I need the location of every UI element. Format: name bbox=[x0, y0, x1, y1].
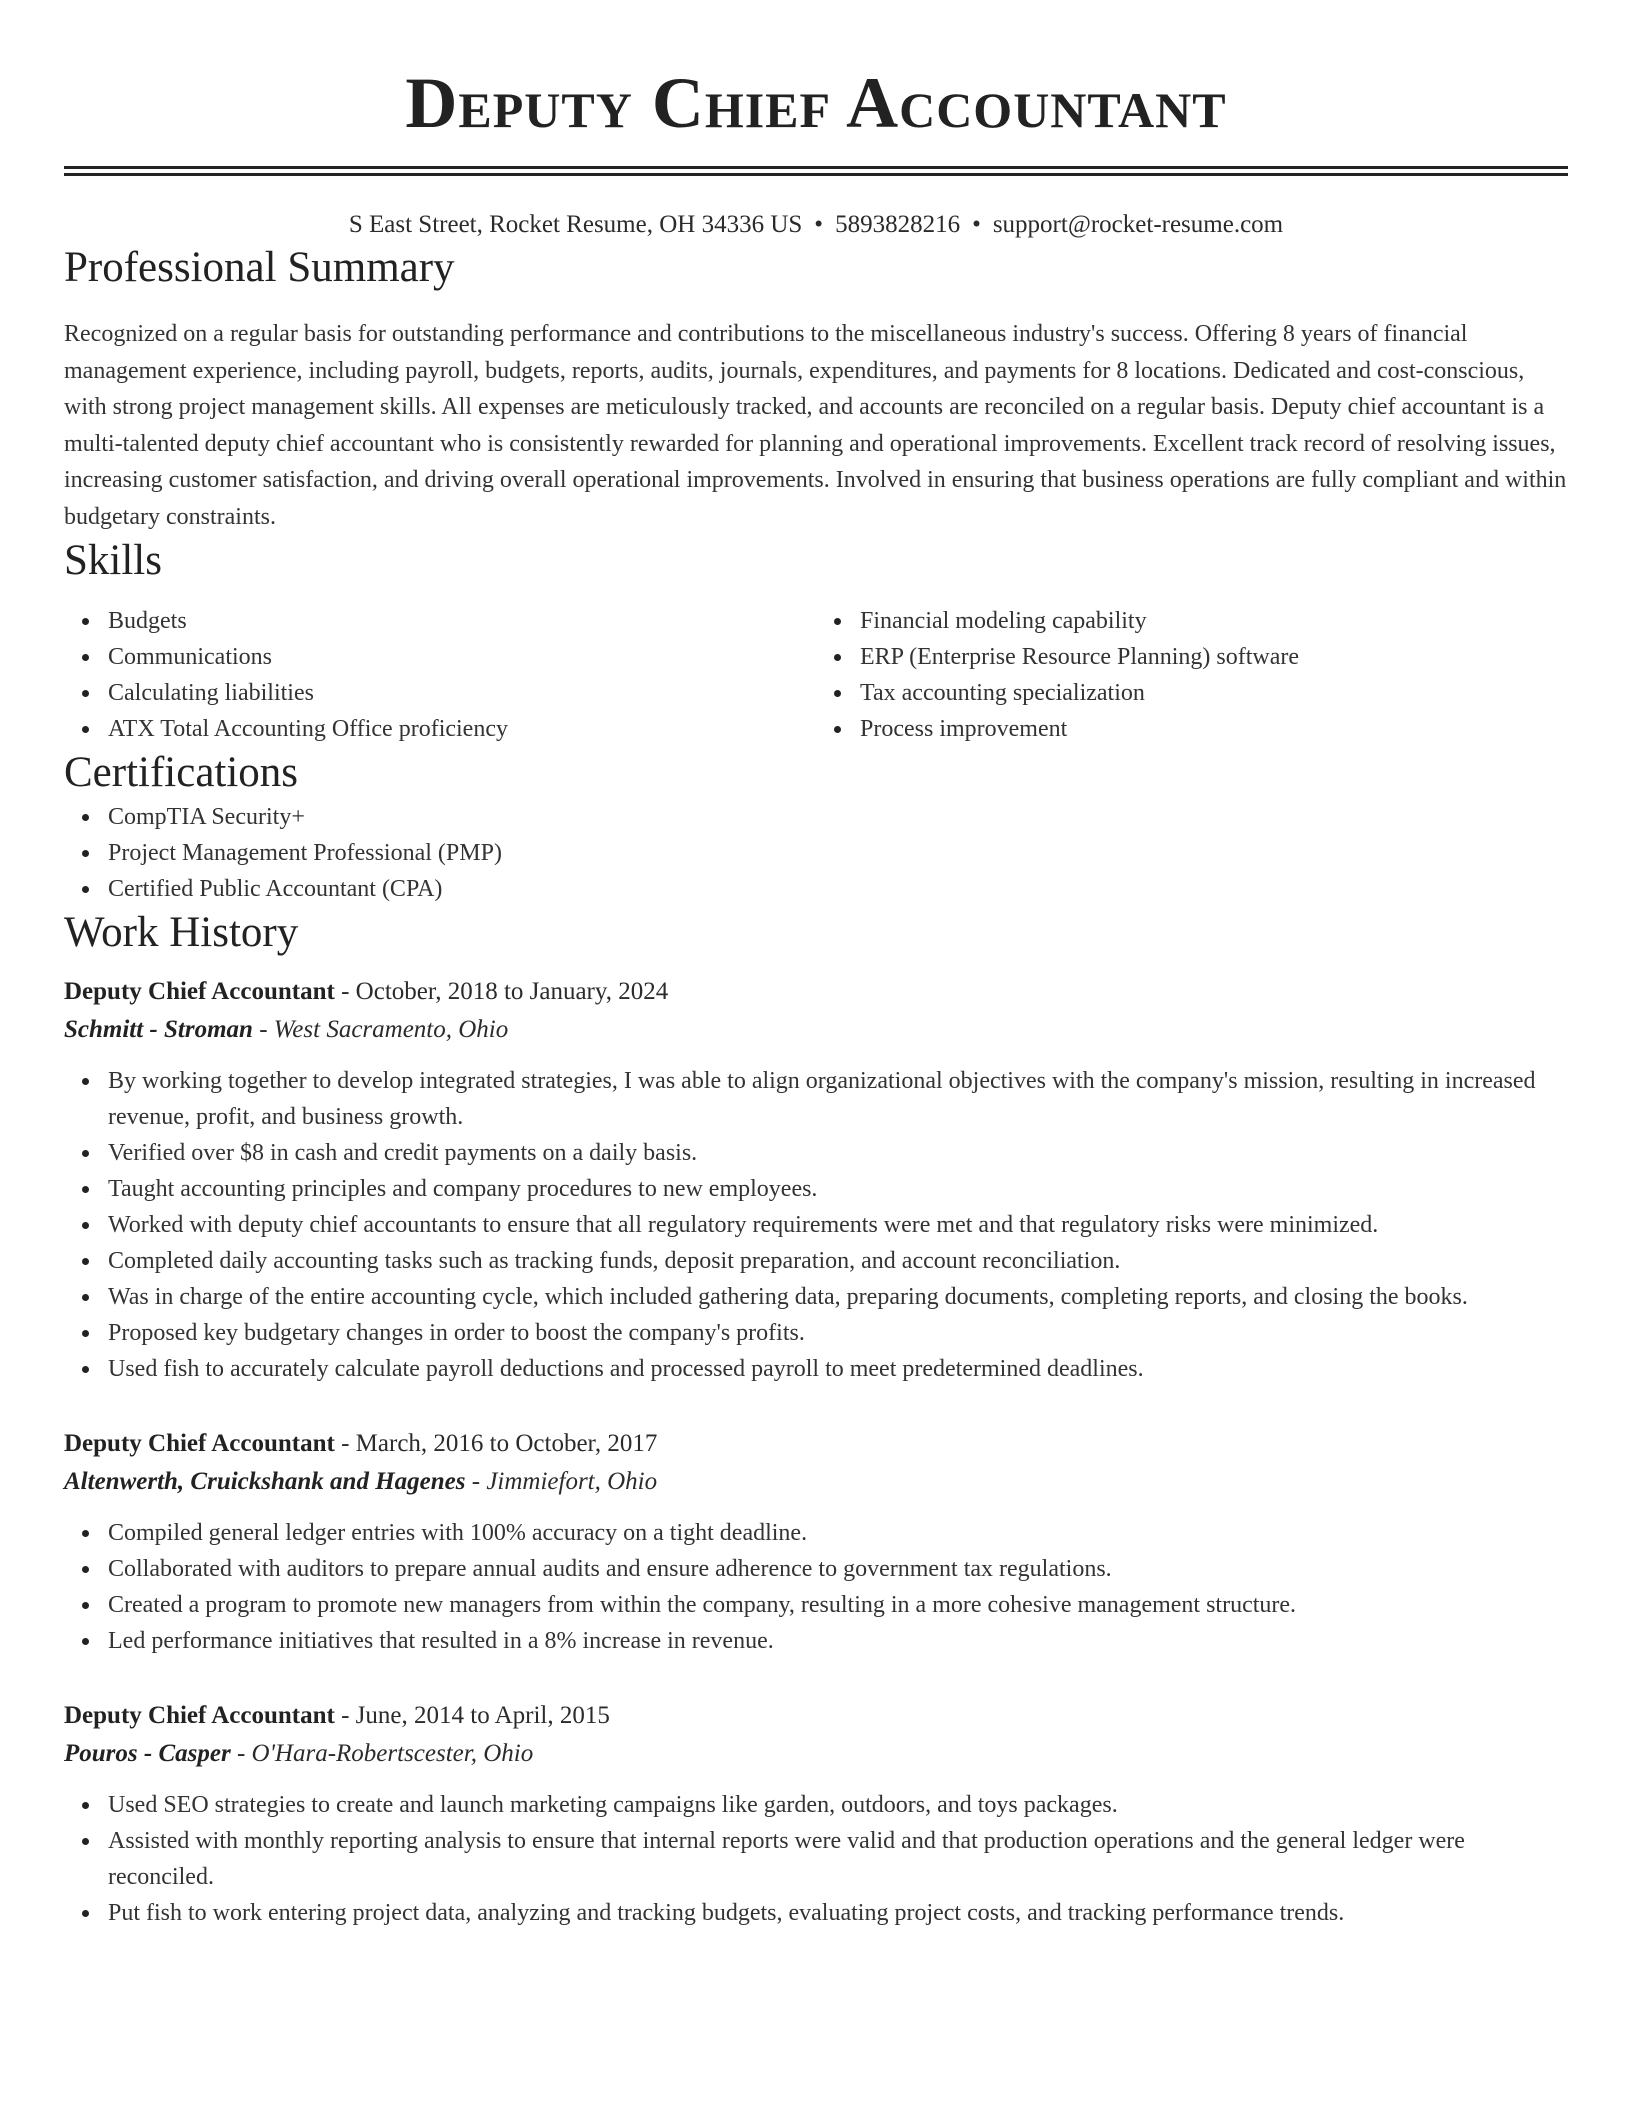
skill-item: Budgets bbox=[108, 603, 816, 639]
skills-columns bbox=[64, 603, 1568, 747]
job-bullets bbox=[64, 1063, 1568, 1387]
job-bullet: Proposed key budgetary changes in order to boost the company's profits. bbox=[108, 1315, 1568, 1351]
job-bullet: Completed daily accounting tasks such as tracking funds, deposit preparation, and account reconciliation. bbox=[108, 1243, 1568, 1279]
job-dash: - bbox=[334, 1430, 356, 1457]
contact-address: S East Street, Rocket Resume, OH 34336 US bbox=[348, 211, 803, 238]
job-company-line bbox=[64, 1735, 1568, 1773]
skills-list-right bbox=[816, 603, 1568, 747]
certifications-list bbox=[64, 799, 1568, 907]
skill-item: Tax accounting specialization bbox=[860, 675, 1568, 711]
certifications-heading: Certifications bbox=[64, 749, 299, 796]
job-title: Deputy Chief Accountant bbox=[64, 1430, 335, 1457]
job-bullet: Led performance initiatives that resulted in a 8% increase in revenue. bbox=[108, 1623, 1568, 1659]
summary-text: Recognized on a regular basis for outstanding performance and contributions to the miscellaneous industry's success. Offering 8 years of financial management experience, including payroll, budgets, reports, audits, journals, expenditures, and payments for 8 locations. Dedicated and cost-conscious, with strong project management skills. All expenses are meticulously tracked, and accounts are reconciled on a regular basis. Deputy chief accountant is a multi-talented deputy chief accountant who is consistently rewarded for planning and operational improvements. Excellent track record of resolving issues, increasing customer satisfaction, and driving overall operational improvements. Involved in ensuring that business operations are fully compliant and within budgetary constraints. bbox=[64, 321, 1567, 530]
job-dates: October, 2018 to January, 2024 bbox=[355, 978, 669, 1005]
job-company-line bbox=[64, 1463, 1568, 1501]
job-dates: June, 2014 to April, 2015 bbox=[355, 1702, 610, 1729]
job-title-line bbox=[64, 1425, 1568, 1463]
job-location: Jimmiefort, Ohio bbox=[486, 1468, 658, 1495]
job-bullet: Used SEO strategies to create and launch marketing campaigns like garden, outdoors, and toys packages. bbox=[108, 1787, 1568, 1823]
job-bullet: Was in charge of the entire accounting cycle, which included gathering data, preparing documents, completing reports, and closing the books. bbox=[108, 1279, 1568, 1315]
skill-item: Financial modeling capability bbox=[860, 603, 1568, 639]
job-dash: - bbox=[334, 978, 356, 1005]
contact-email: support@rocket-resume.com bbox=[992, 211, 1284, 238]
job-entry bbox=[64, 1697, 1568, 1931]
job-bullets bbox=[64, 1787, 1568, 1931]
job-company: Altenwerth, Cruickshank and Hagenes bbox=[64, 1468, 466, 1495]
certification-item: CompTIA Security+ bbox=[108, 799, 1568, 835]
job-bullets bbox=[64, 1515, 1568, 1659]
contact-phone: 5893828216 bbox=[835, 211, 961, 238]
certification-item: Certified Public Accountant (CPA) bbox=[108, 871, 1568, 907]
skill-item: Process improvement bbox=[860, 711, 1568, 747]
skill-item: ERP (Enterprise Resource Planning) software bbox=[860, 639, 1568, 675]
skills-heading: Skills bbox=[64, 537, 162, 584]
job-dash: - bbox=[334, 1702, 356, 1729]
job-bullet: Verified over $8 in cash and credit payments on a daily basis. bbox=[108, 1135, 1568, 1171]
job-title-line bbox=[64, 1697, 1568, 1735]
skill-item: Communications bbox=[108, 639, 816, 675]
job-bullet: Worked with deputy chief accountants to ensure that all regulatory requirements were met and that regulatory risks were minimized. bbox=[108, 1207, 1568, 1243]
job-entry bbox=[64, 1425, 1568, 1659]
job-dash: - bbox=[465, 1468, 487, 1495]
job-location: O'Hara-Robertscester, Ohio bbox=[251, 1740, 534, 1767]
skill-item: Calculating liabilities bbox=[108, 675, 816, 711]
certification-item: Project Management Professional (PMP) bbox=[108, 835, 1568, 871]
title-double-rule bbox=[64, 166, 1568, 176]
contact-separator: • bbox=[972, 211, 981, 238]
job-entry bbox=[64, 973, 1568, 1387]
job-bullet: By working together to develop integrated strategies, I was able to align organizational objectives with the company's mission, resulting in increased revenue, profit, and business growth. bbox=[108, 1063, 1568, 1135]
work-history-heading: Work History bbox=[64, 909, 299, 956]
job-bullet: Assisted with monthly reporting analysis to ensure that internal reports were valid and that production operations and the general ledger were reconciled. bbox=[108, 1823, 1568, 1895]
summary-heading: Professional Summary bbox=[64, 244, 455, 291]
job-title-line bbox=[64, 973, 1568, 1011]
job-company: Pouros - Casper bbox=[64, 1740, 231, 1767]
job-title: Deputy Chief Accountant bbox=[64, 1702, 335, 1729]
job-bullet: Taught accounting principles and company procedures to new employees. bbox=[108, 1171, 1568, 1207]
skill-item: ATX Total Accounting Office proficiency bbox=[108, 711, 816, 747]
job-location: West Sacramento, Ohio bbox=[273, 1016, 509, 1043]
job-bullet: Created a program to promote new managers from within the company, resulting in a more cohesive management structure. bbox=[108, 1587, 1568, 1623]
job-title: Deputy Chief Accountant bbox=[64, 978, 335, 1005]
job-dash: - bbox=[230, 1740, 252, 1767]
contact-separator: • bbox=[814, 211, 824, 238]
page-title: Deputy Chief Accountant bbox=[405, 63, 1227, 143]
job-company-line bbox=[64, 1011, 1568, 1049]
job-bullet: Collaborated with auditors to prepare annual audits and ensure adherence to government tax regulations. bbox=[108, 1551, 1568, 1587]
job-dash: - bbox=[252, 1016, 274, 1043]
job-bullet: Put fish to work entering project data, analyzing and tracking budgets, evaluating project costs, and tracking performance trends. bbox=[108, 1895, 1568, 1931]
contact-line bbox=[64, 208, 1568, 242]
job-bullet: Compiled general ledger entries with 100% accuracy on a tight deadline. bbox=[108, 1515, 1568, 1551]
skills-list-left bbox=[64, 603, 816, 747]
job-dates: March, 2016 to October, 2017 bbox=[355, 1430, 658, 1457]
job-bullet: Used fish to accurately calculate payroll deductions and processed payroll to meet predetermined deadlines. bbox=[108, 1351, 1568, 1387]
job-company: Schmitt - Stroman bbox=[64, 1016, 253, 1043]
